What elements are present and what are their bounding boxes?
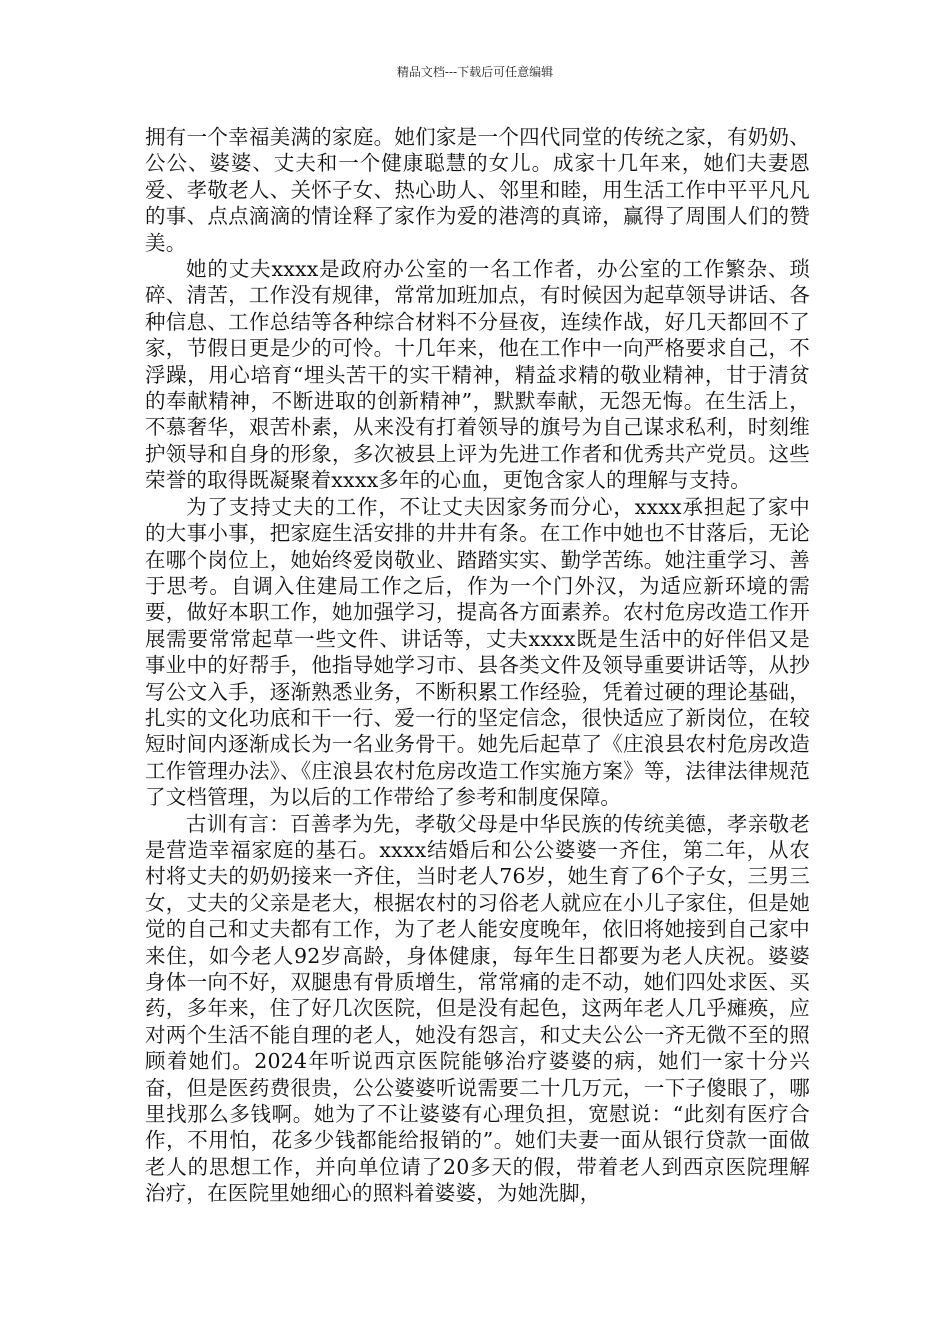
paragraph-4: 古训有言：百善孝为先，孝敬父母是中华民族的传统美德，孝亲敬老是营造幸福家庭的基石。xxxx结婚后和公公婆婆一齐住，第二年，从农村将丈夫的奶奶接来一齐住，当时老人76岁，她生育了6个子女，三男三女，丈夫的父亲是老大，根据农村的习俗老人就应在小儿子家住，但是她觉的自己和丈夫都有工作，为了老人能安度晚年，依旧将她接到自己家中来住，如今老人92岁高龄，身体健康，每年生日都要为老人庆祝。婆婆身体一向不好，双腿患有骨质增生，常常痛的走不动，她们四处求医、买药，多年来，住了好几次医院，但是没有起色，这两年老人几乎瘫痪，应对两个生活不能自理的老人，她没有怨言，和丈夫公公一齐无微不至的照顾着她们。2024年听说西京医院能够治疗婆婆的病，她们一家十分兴奋，但是医药费很贵，公公婆婆听说需要二十几万元，一下子傻眼了，哪里找那么多钱啊。她为了不让婆婆有心理负担，宽慰说：“此刻有医疗合作，不用怕，花多少钱都能给报销的”。她们夫妻一面从银行贷款一面做老人的思想工作，并向单位请了20多天的假，带着老人到西京医院理解治疗，在医院里她细心的照料着婆婆，为她洗脚， bbox=[145, 811, 810, 1206]
page-header: 精品文档---下载后可任意编辑 bbox=[396, 65, 554, 79]
paragraph-1: 拥有一个幸福美满的家庭。她们家是一个四代同堂的传统之家，有奶奶、公公、婆婆、丈夫和一个健康聪慧的女儿。成家十几年来，她们夫妻恩爱、孝敬老人、关怀子女、热心助人、邻里和睦，用生活工作中平平凡凡的事、点点滴滴的情诠释了家作为爱的港湾的真谛，赢得了周围人们的赞美。 bbox=[145, 125, 810, 255]
paragraph-2: 她的丈夫xxxx是政府办公室的一名工作者，办公室的工作繁杂、琐碎、清苦，工作没有规律，常常加班加点，有时候因为起草领导讲话、各种信息、工作总结等各种综合材料不分昼夜，连续作战，好几天都回不了家，节假日更是少的可怜。十几年来，他在工作中一向严格要求自己，不浮躁，用心培育“埋头苦干的实干精神，精益求精的敬业精神，甘于清贫的奉献精神，不断进取的创新精神”，默默奉献，无怨无悔。在生活上，不慕奢华，艰苦朴素，从来没有打着领导的旗号为自己谋求私利，时刻维护领导和自身的形象，多次被县上评为先进工作者和优秀共产党员。这些荣誉的取得既凝聚着xxxx多年的心血，更饱含家人的理解与支持。 bbox=[145, 257, 810, 493]
document-body bbox=[145, 124, 810, 1207]
paragraph-3: 为了支持丈夫的工作，不让丈夫因家务而分心，xxxx承担起了家中的大事小事，把家庭生活安排的井井有条。在工作中她也不甘落后，无论在哪个岗位上，她始终爱岗敬业、踏踏实实、勤学苦练。她注重学习、善于思考。自调入住建局工作之后，作为一个门外汉，为适应新环境的需要，做好本职工作，她加强学习，提高各方面素养。农村危房改造工作开展需要常常起草一些文件、讲话等，丈夫xxxx既是生活中的好伴侣又是事业中的好帮手，他指导她学习市、县各类文件及领导重要讲话等，从抄写公文入手，逐渐熟悉业务，不断积累工作经验，凭着过硬的理论基础，扎实的文化功底和干一行、爱一行的坚定信念，很快适应了新岗位，在较短时间内逐渐成长为一名业务骨干。她先后起草了《庄浪县农村危房改造工作管理办法》、《庄浪县农村危房改造工作实施方案》等，法律法律规范了文档管理，为以后的工作带给了参考和制度保障。 bbox=[145, 494, 810, 810]
